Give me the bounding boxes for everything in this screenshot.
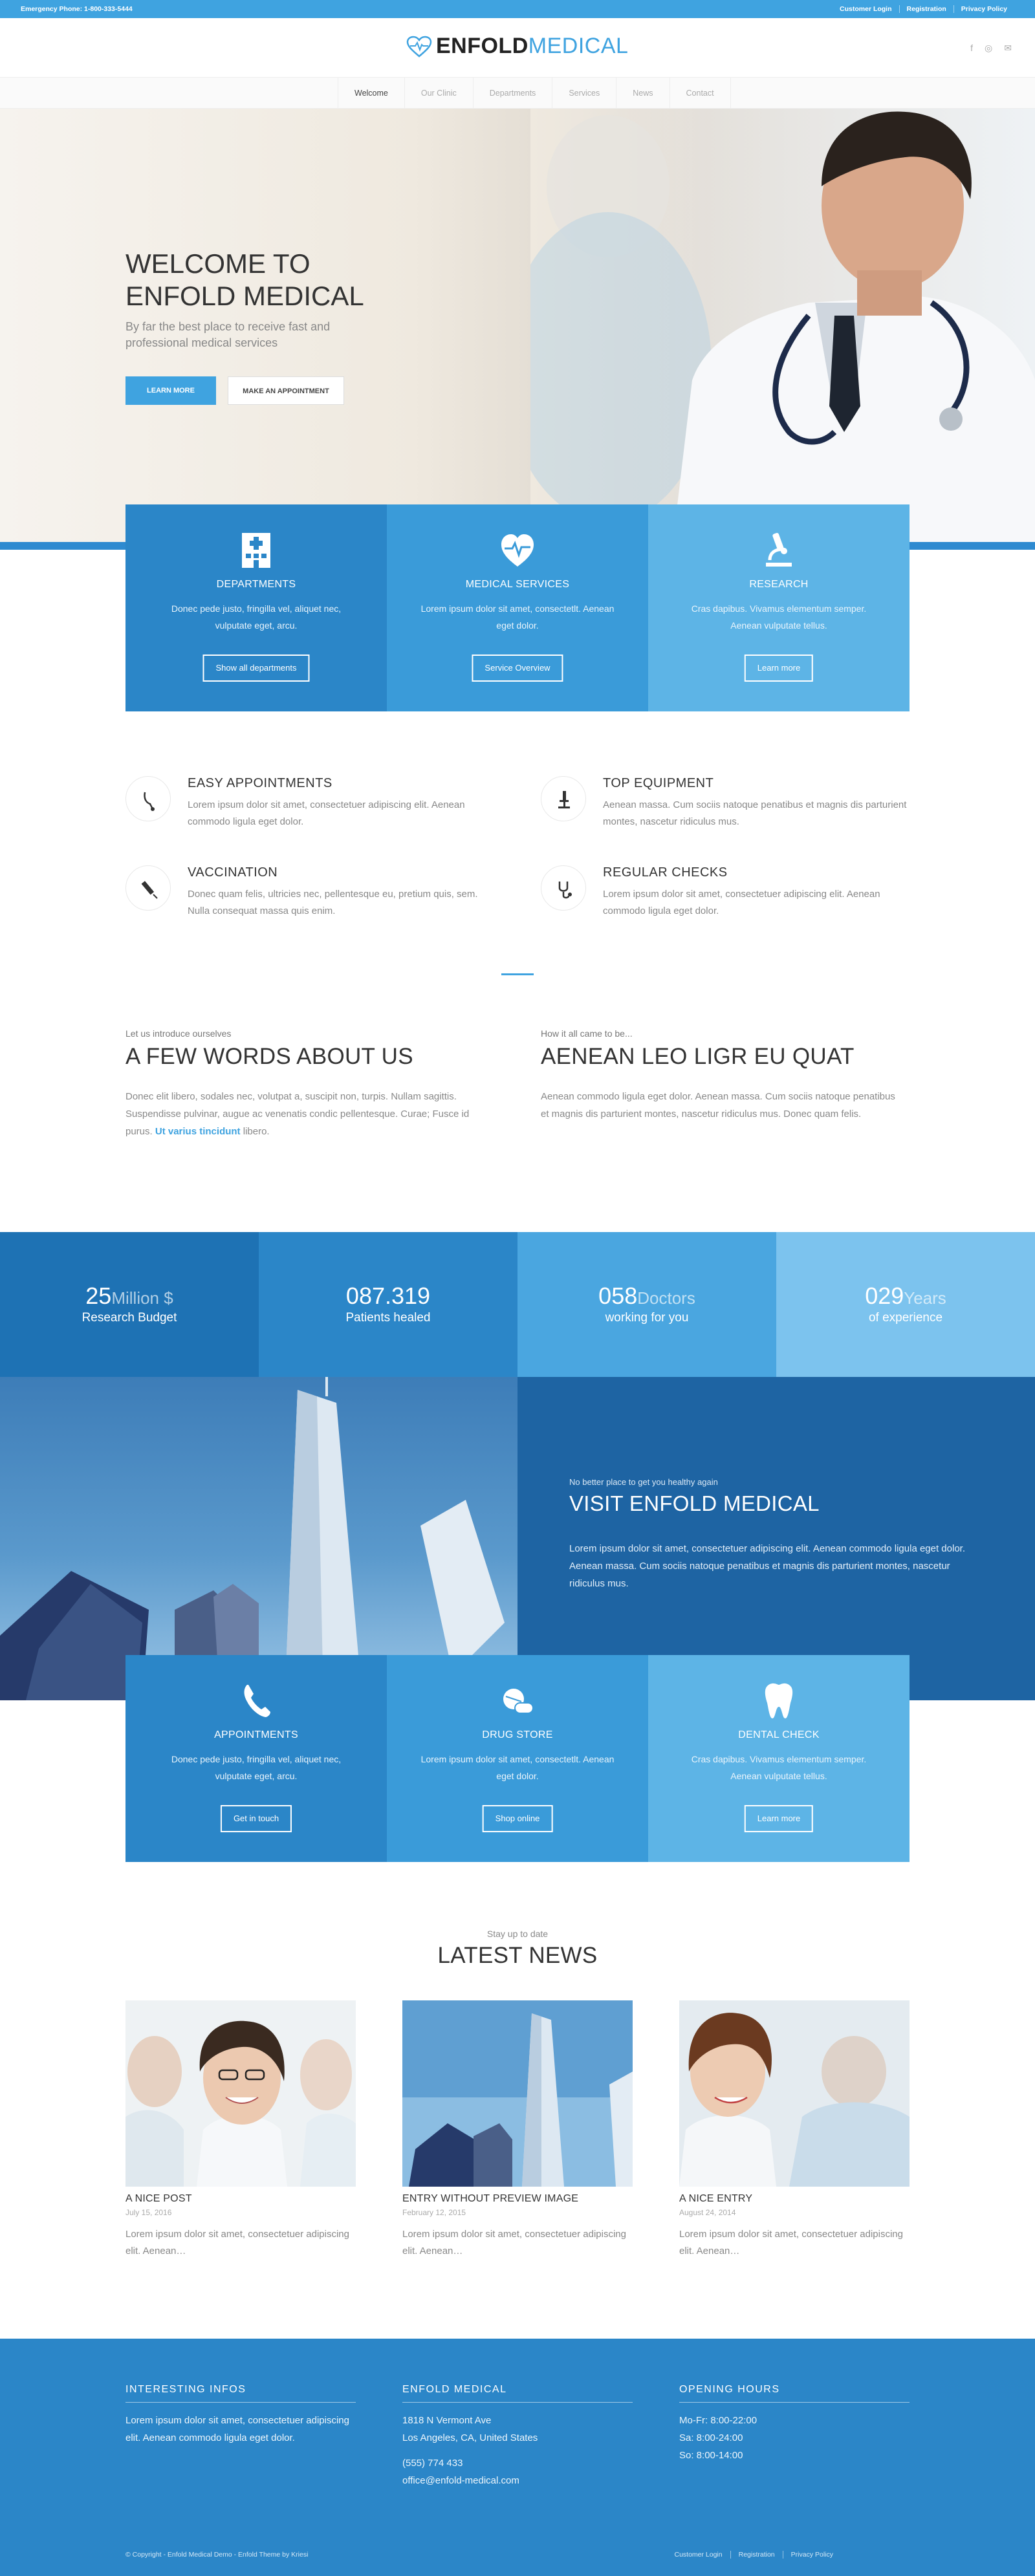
visit-small-heading: No better place to get you healthy again (569, 1477, 718, 1487)
stat-unit: Doctors (637, 1288, 695, 1308)
stat-number: 029 (865, 1283, 904, 1309)
footer-links (666, 2551, 841, 2559)
news-post[interactable] (679, 2000, 910, 2260)
feature-title: EASY APPOINTMENTS (188, 776, 332, 790)
footer-email[interactable]: office@enfold-medical.com (402, 2475, 519, 2486)
site-footer (0, 2339, 1035, 2576)
service-boxes (125, 504, 910, 711)
footer-col-hours (679, 2384, 910, 2464)
hospital-icon (238, 529, 274, 570)
hours-weekdays: Mo-Fr: 8:00-22:00 (679, 2415, 757, 2426)
stat-label: Research Budget (82, 1311, 177, 1325)
box-title: DRUG STORE (482, 1729, 553, 1740)
footer-address-city: Los Angeles, CA, United States (402, 2432, 538, 2443)
post-title[interactable]: A NICE POST (125, 2193, 192, 2204)
syringe-icon (125, 865, 171, 911)
logo-text-bold: ENFOLD (436, 34, 528, 58)
service-box-research (648, 504, 910, 711)
post-date: August 24, 2014 (679, 2208, 736, 2217)
footer-col-text: Lorem ipsum dolor sit amet, consectetuer adipiscing elit. Aenean commodo ligula eget dolor. (125, 2415, 349, 2443)
stat-patients-healed (259, 1232, 518, 1377)
feature-title: TOP EQUIPMENT (603, 776, 714, 790)
box-title: DEPARTMENTS (216, 579, 296, 590)
top-link-customer-login[interactable]: Customer Login (840, 5, 892, 13)
top-bar (0, 0, 1035, 18)
hero-section (0, 109, 1035, 543)
footer-col-contact (402, 2384, 633, 2489)
intro-small-heading: Let us introduce ourselves (125, 1028, 232, 1039)
logo-text-light: MEDICAL (528, 34, 629, 58)
footer-link-privacy-policy[interactable]: Privacy Policy (783, 2551, 841, 2559)
footer-link-registration[interactable]: Registration (730, 2551, 783, 2559)
post-image-skyscraper[interactable] (402, 2000, 633, 2187)
footer-col-title: ENFOLD MEDICAL (402, 2384, 633, 2403)
feature-text: Lorem ipsum dolor sit amet, consectetuer adipiscing elit. Aenean commodo ligula eget dolor. (603, 889, 880, 916)
footer-col-title: INTERESTING INFOS (125, 2384, 356, 2403)
top-link-privacy-policy[interactable]: Privacy Policy (953, 5, 1014, 13)
feature-easy-appointments (125, 776, 488, 847)
intro-link[interactable]: Ut varius tincidunt (155, 1126, 241, 1137)
news-post[interactable] (125, 2000, 356, 2260)
feature-text: Donec quam felis, ultricies nec, pellentesque eu, pretium quis, sem. Nulla consequat massa quis enim. (188, 889, 478, 916)
intro-small-heading: How it all came to be... (541, 1028, 633, 1039)
hero-title-line2: ENFOLD MEDICAL (125, 281, 364, 311)
box-title: DENTAL CHECK (738, 1729, 820, 1740)
instagram-icon[interactable]: ◎ (985, 43, 993, 53)
site-header (0, 18, 1035, 78)
service-box-appointments (125, 1655, 387, 1862)
box-text: Cras dapibus. Vivamus elementum semper. Aenean vulputate tellus. (691, 1754, 867, 1781)
mail-icon[interactable]: ✉ (1004, 43, 1012, 53)
post-title[interactable]: A NICE ENTRY (679, 2193, 753, 2204)
post-image-dental-assistant[interactable] (679, 2000, 910, 2187)
heart-logo-icon (406, 36, 432, 58)
visit-title: VISIT ENFOLD MEDICAL (569, 1491, 820, 1515)
stat-doctors (518, 1232, 776, 1377)
stat-years (776, 1232, 1035, 1377)
facebook-icon[interactable]: f (970, 43, 974, 53)
stat-research-budget (0, 1232, 259, 1377)
hero-doctor-image (530, 109, 1035, 543)
stat-label: working for you (605, 1311, 689, 1325)
news-post[interactable] (402, 2000, 633, 2260)
intro-history (541, 1028, 903, 1123)
news-title: LATEST NEWS (437, 1943, 598, 1968)
site-logo[interactable] (406, 34, 628, 59)
feature-text: Aenean massa. Cum sociis natoque penatibus et magnis dis parturient montes, nascetur ridiculus mus. (603, 799, 907, 827)
intro-text-end: libero. (243, 1126, 270, 1137)
service-box-medical-services (387, 504, 648, 711)
intro-text (125, 1088, 475, 1140)
microscope-small-icon (541, 776, 586, 821)
section-separator (501, 973, 534, 975)
nav-item-our-clinic[interactable]: Our Clinic (404, 78, 473, 109)
hours-sunday: So: 8:00-14:00 (679, 2450, 743, 2461)
box-text: Cras dapibus. Vivamus elementum semper. Aenean vulputate tellus. (691, 603, 867, 631)
stat-unit: Years (904, 1288, 946, 1308)
footer-phone[interactable]: (555) 774 433 (402, 2458, 463, 2469)
footer-col-title: OPENING HOURS (679, 2384, 910, 2403)
nav-item-welcome[interactable]: Welcome (338, 78, 404, 109)
nav-item-news[interactable]: News (616, 78, 669, 109)
intro-about-us (125, 1028, 475, 1140)
make-appointment-button[interactable]: MAKE AN APPOINTMENT (228, 376, 344, 405)
show-all-departments-button[interactable]: Show all departments (202, 655, 309, 682)
footer-col-infos (125, 2384, 356, 2447)
feature-title: VACCINATION (188, 865, 278, 880)
service-box-drug-store (387, 1655, 648, 1862)
stat-number: 087.319 (345, 1283, 431, 1309)
footer-address-street: 1818 N Vermont Ave (402, 2415, 492, 2426)
post-date: July 15, 2016 (125, 2208, 172, 2217)
post-excerpt: Lorem ipsum dolor sit amet, consectetuer adipiscing elit. Aenean… (125, 2229, 349, 2257)
footer-link-customer-login[interactable]: Customer Login (674, 2551, 723, 2559)
feature-vaccination (125, 865, 488, 936)
stat-number: 25 (85, 1283, 112, 1309)
post-excerpt: Lorem ipsum dolor sit amet, consectetuer adipiscing elit. Aenean… (402, 2229, 626, 2257)
learn-more-button[interactable]: LEARN MORE (125, 376, 216, 405)
post-image-smiling-staff[interactable] (125, 2000, 356, 2187)
news-header (0, 1929, 1035, 1969)
microscope-icon (761, 529, 797, 570)
feature-text: Lorem ipsum dolor sit amet, consectetuer adipiscing elit. Aenean commodo ligula eget dolor. (188, 799, 465, 827)
hero-title-line1: WELCOME TO (125, 248, 310, 279)
feature-top-equipment (541, 776, 907, 847)
box-title: APPOINTMENTS (214, 1729, 298, 1740)
social-links (970, 43, 1012, 54)
service-box-departments (125, 504, 387, 711)
stethoscope-check-icon (541, 865, 586, 911)
intro-text: Aenean commodo ligula eget dolor. Aenean massa. Cum sociis natoque penatibus et magnis dis parturient montes, nascetur ridiculus mus. Donec quam felis. (541, 1091, 895, 1120)
top-links (833, 5, 1014, 13)
hero-subtitle: By far the best place to receive fast and professional medical services (125, 320, 331, 349)
stat-label: of experience (868, 1311, 943, 1325)
intro-text-body: Donec elit libero, sodales nec, volutpat a, suscipit non, turpis. Nullam sagittis. Suspendisse pulvinar, augue ac venenatis condic pellentesque. Curae; Fusce id purus. (125, 1091, 470, 1137)
nav-item-departments[interactable]: Departments (473, 78, 552, 109)
stethoscope-icon (125, 776, 171, 821)
research-learn-more-button[interactable]: Learn more (745, 655, 813, 682)
service-boxes-2 (125, 1655, 910, 1862)
pills-icon (499, 1680, 536, 1721)
box-text: Donec pede justo, fringilla vel, aliquet nec, vulputate eget, arcu. (171, 1754, 342, 1781)
hero-title (125, 248, 364, 312)
nav-item-services[interactable]: Services (552, 78, 616, 109)
service-overview-button[interactable]: Service Overview (472, 655, 563, 682)
tooth-icon (761, 1680, 797, 1721)
box-text: Lorem ipsum dolor sit amet, consectetlt. Aenean eget dolor. (420, 603, 615, 631)
feature-regular-checks (541, 865, 903, 936)
post-date: February 12, 2015 (402, 2208, 466, 2217)
nav-item-contact[interactable]: Contact (670, 78, 731, 109)
visit-text: Lorem ipsum dolor sit amet, consectetuer adipiscing elit. Aenean commodo ligula eget dolor. Aenean massa. Cum sociis natoque penatibus et magnis dis parturient montes, nascetur ridiculus mus. (569, 1543, 966, 1589)
intro-title: A FEW WORDS ABOUT US (125, 1044, 413, 1069)
top-link-registration[interactable]: Registration (899, 5, 953, 13)
service-box-dental-check (648, 1655, 910, 1862)
box-text: Donec pede justo, fringilla vel, aliquet nec, vulputate eget, arcu. (171, 603, 342, 631)
post-excerpt: Lorem ipsum dolor sit amet, consectetuer adipiscing elit. Aenean… (679, 2229, 903, 2257)
box-title: MEDICAL SERVICES (465, 579, 570, 590)
phone-icon (238, 1680, 274, 1721)
stat-label: Patients healed (345, 1311, 431, 1325)
emergency-phone: Emergency Phone: 1-800-333-5444 (21, 5, 133, 13)
shop-online-button[interactable]: Shop online (483, 1805, 553, 1832)
stat-number: 058 (598, 1283, 638, 1309)
visit-panel (518, 1377, 1035, 1700)
stat-unit: Million $ (111, 1288, 173, 1308)
post-title[interactable]: ENTRY WITHOUT PREVIEW IMAGE (402, 2193, 579, 2204)
box-title: RESEARCH (749, 579, 809, 590)
dental-learn-more-button[interactable]: Learn more (745, 1805, 813, 1832)
get-in-touch-button[interactable]: Get in touch (221, 1805, 292, 1832)
heartbeat-icon (499, 529, 536, 570)
hours-saturday: Sa: 8:00-24:00 (679, 2432, 743, 2443)
main-nav (0, 78, 1035, 109)
box-text: Lorem ipsum dolor sit amet, consectetlt. Aenean eget dolor. (420, 1754, 615, 1781)
city-skyscraper-image (0, 1377, 518, 1700)
feature-title: REGULAR CHECKS (603, 865, 728, 880)
intro-title: AENEAN LEO LIGR EU QUAT (541, 1044, 855, 1069)
news-small-heading: Stay up to date (486, 1929, 549, 1939)
copyright: © Copyright - Enfold Medical Demo - Enfold Theme by Kriesi (125, 2551, 309, 2559)
